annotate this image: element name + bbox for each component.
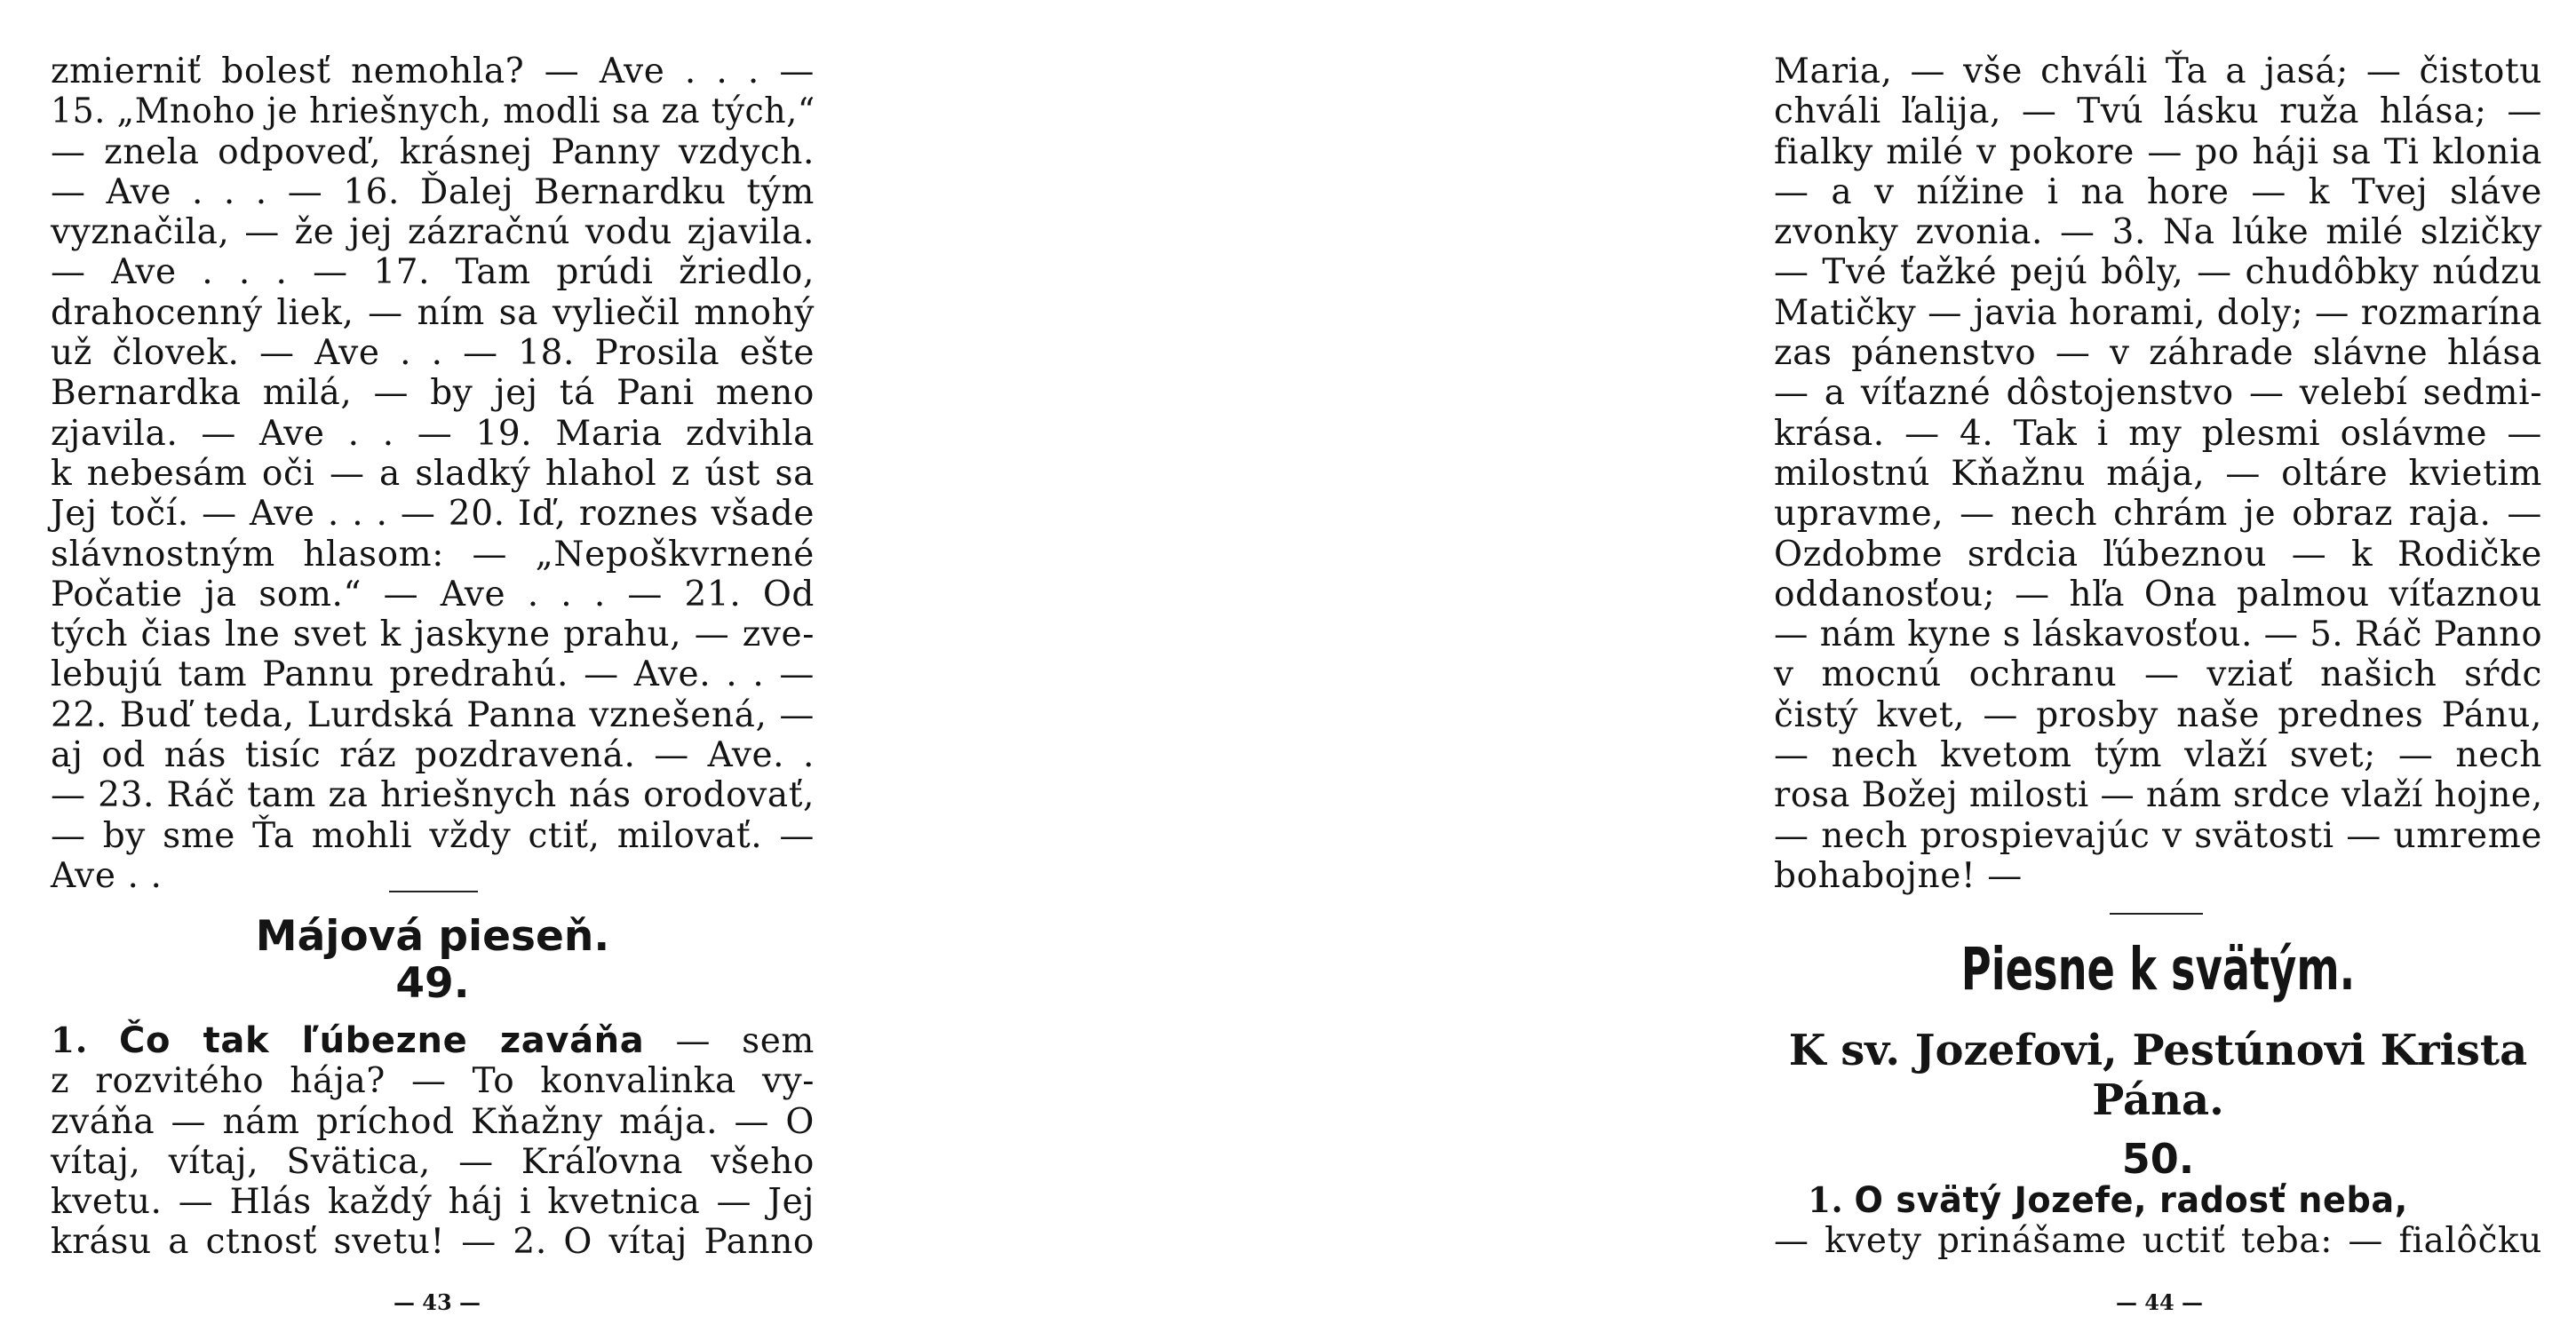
verse-number: 1. [51, 1020, 88, 1061]
text-line: 22. Buď teda, Lurdská Panna vznešená, — [51, 694, 815, 735]
text-line: — Tvé ťažké pejú bôly, — chudôbky núdzu [1774, 252, 2542, 293]
text-line: rosa Božej milosti — nám srdce vlaží hojne, [1774, 775, 2543, 816]
hymn-section-title: K sv. Jozefovi, Pestúnovi Krista Pána. [1788, 1026, 2528, 1125]
text-line: — Ave . . . — 17. Tam prúdi žriedlo, [51, 252, 815, 293]
text-line: milostnú Kňažnu mája, — oltáre kvietim [1774, 453, 2542, 494]
text-line: — by sme Ťa mohli vždy ctiť, milovať. — [51, 815, 815, 856]
text-line: v mocnú ochranu — vziať našich sŕdc [1774, 654, 2542, 695]
text-line: aj od nás tisíc ráz pozdravená. — Ave. . [51, 735, 815, 776]
verse-number: 1. [1808, 1180, 1844, 1221]
hymn-text [1774, 1181, 2542, 1262]
hymn-first-line-rest: — sem [675, 1021, 815, 1061]
hymn-section-title: Májová pieseň. [255, 912, 610, 961]
text-line: Maria, — vše chváli Ťa a jasá; — čistotu [1774, 52, 2542, 91]
hymn-incipit: Čo tak ľúbezne zaváňa [119, 1020, 645, 1061]
text-line: zváňa — nám príchod Kňažny mája. — O [51, 1101, 815, 1142]
page-number: — 44 — [2115, 1289, 2204, 1315]
text-line: Bernardka milá, — by jej tá Pani meno [51, 373, 815, 414]
text-line: Počatie ja som.“ — Ave . . . — 21. Od [51, 574, 815, 614]
text-line: už človek. — Ave . . — 18. Prosila ešte [51, 333, 815, 374]
text-line: — a víťazné dôstojenstvo — velebí sedmi- [1774, 373, 2542, 414]
hymn-first-line [51, 1021, 815, 1061]
right-page [859, 0, 2543, 1332]
text-line: — kvety prinášame uctiť teba: — fialôčku [1774, 1221, 2542, 1262]
text-line: kvetu. — Hlás každý háj i kvetnica — Jej [51, 1182, 815, 1223]
text-line: zmierniť bolesť nemohla? — Ave . . . — [51, 52, 815, 91]
text-line: — Ave . . . — 16. Ďalej Bernardku tým [51, 171, 815, 212]
text-line: zas pánenstvo — v záhrade slávne hlása [1774, 333, 2542, 374]
text-line: Jej točí. — Ave . . . — 20. Iď, roznes všade [51, 494, 815, 535]
section-divider [2110, 913, 2203, 915]
text-line: z rozvitého hája? — To konvalinka vy- [51, 1061, 815, 1102]
text-line: — nám kyne s láskavosťou. — 5. Ráč Panno [1774, 614, 2543, 655]
text-line: tých čias lne svet k jaskyne prahu, — zve- [51, 614, 815, 655]
hymn-number: 49. [395, 959, 470, 1008]
text-line: krásu a ctnosť svetu! — 2. O vítaj Panno [51, 1222, 815, 1263]
text-line: — 23. Ráč tam za hriešnych nás orodovať, [51, 775, 815, 816]
text-line: slávnostným hlasom: — „Nepoškvrnené [51, 534, 815, 575]
text-line: chváli ľalija, — Tvú lásku ruža hlása; — [1774, 91, 2542, 132]
hymn-number: 50. [2121, 1135, 2195, 1183]
text-line: 15. „Mnoho je hriešnych, modli sa za tých,“ [51, 91, 815, 132]
text-line: bohabojne! — [1774, 855, 2023, 896]
left-page [0, 0, 859, 1332]
text-line: — a v nížine i na hore — k Tvej sláve [1774, 171, 2542, 212]
text-line: vítaj, vítaj, Svätica, — Kráľovna všeho [51, 1141, 815, 1182]
hymn-incipit: O svätý Jozefe, radosť neba, [1854, 1180, 2408, 1221]
hymn-text [51, 1021, 815, 1263]
hymn-first-line [1774, 1181, 2576, 1221]
text-line: zvonky zvonia. — 3. Na lúke milé slzičky [1774, 212, 2542, 253]
text-line: Ozdobme srdcia ľúbeznou — k Rodičke [1774, 534, 2542, 575]
text-line: Ave . . [51, 855, 163, 896]
text-line: lebujú tam Pannu predrahú. — Ave. . . — [51, 654, 815, 695]
text-line: — nech prospievajúc v svätosti — umreme [1774, 815, 2542, 856]
text-line: krása. — 4. Tak i my plesmi oslávme — [1774, 413, 2542, 454]
text-line: k nebesám oči — a sladký hlahol z úst sa [51, 453, 815, 494]
text-line: oddanosťou; — hľa Ona palmou víťaznou [1774, 574, 2542, 614]
left-page-body-text [51, 52, 815, 896]
text-line: vyznačila, — že jej zázračnú vodu zjavila. [51, 212, 815, 253]
text-line: upravme, — nech chrám je obraz raja. — [1774, 494, 2542, 535]
text-line: zjavila. — Ave . . — 19. Maria zdvihla [51, 413, 815, 454]
right-page-body-text [1774, 52, 2542, 896]
page-number: — 43 — [393, 1289, 481, 1315]
section-divider [389, 891, 478, 892]
text-line: — znela odpoveď, krásnej Panny vzdych. [51, 131, 815, 172]
text-line: — nech kvetom tým vlaží svet; — nech [1774, 735, 2542, 776]
chapter-title: Piesne k svätým. [1960, 935, 2356, 1003]
text-line: fialky milé v pokore — po háji sa Ti klonia [1774, 131, 2542, 172]
text-line: Matičky — javia horami, doly; — rozmarína [1774, 292, 2543, 333]
text-line: drahocenný liek, — ním sa vyliečil mnohý [51, 292, 815, 333]
text-line: čistý kvet, — prosby naše prednes Pánu, [1774, 694, 2542, 735]
